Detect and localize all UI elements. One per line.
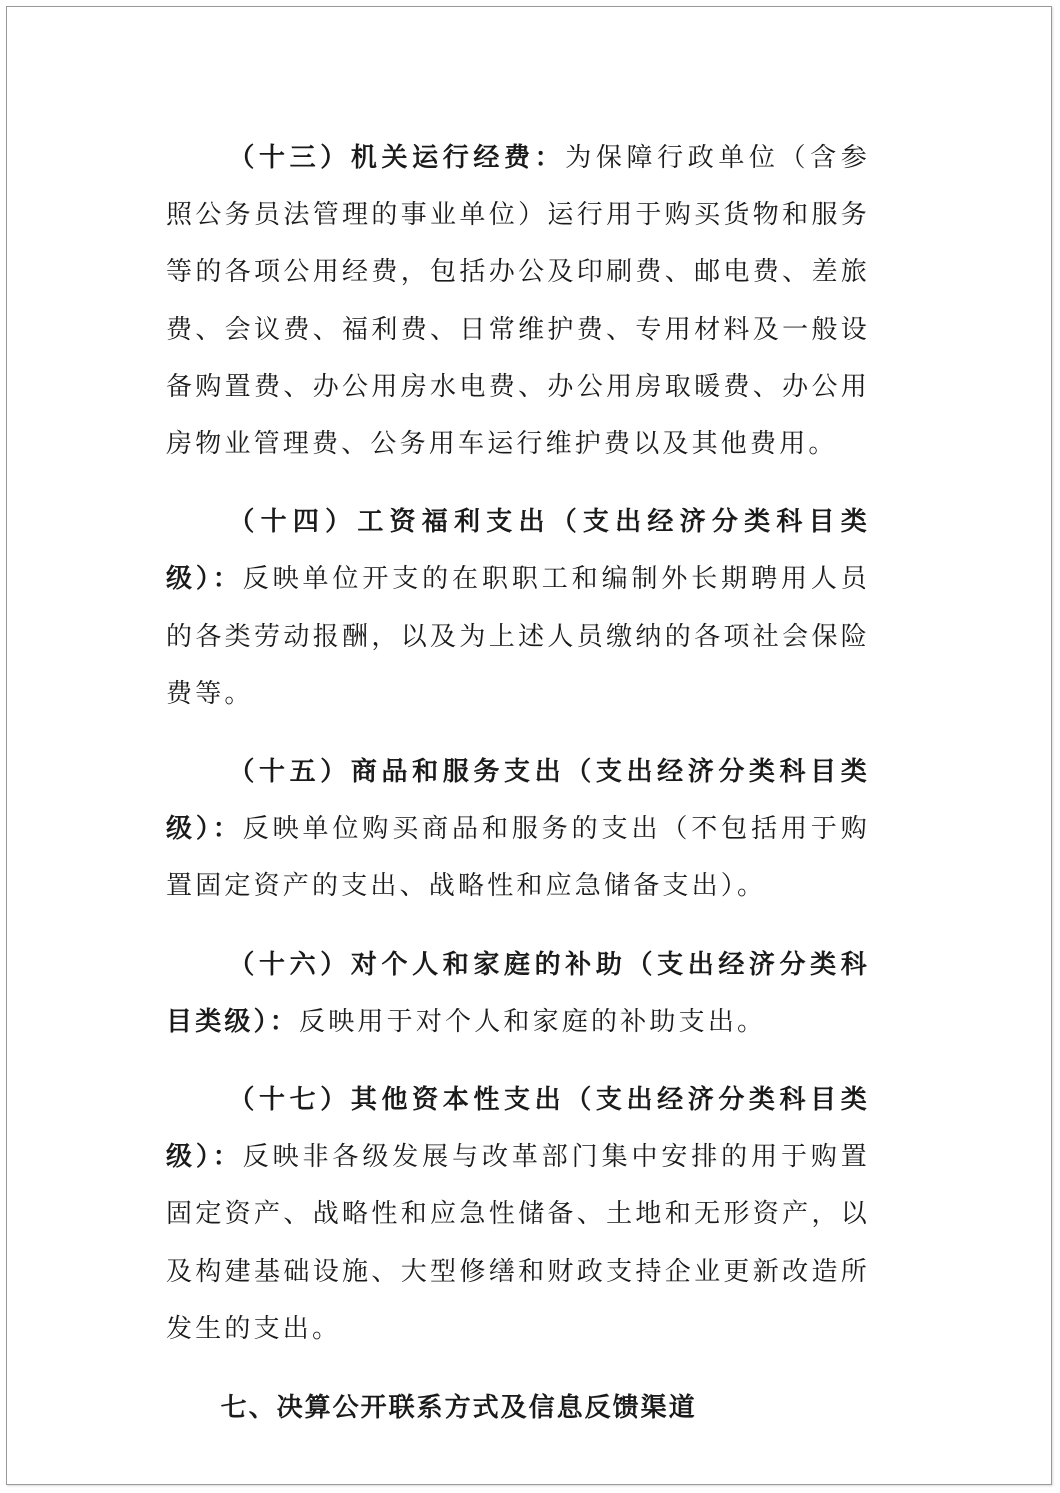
paragraph-14-term: （十四）工资福利支出（支出经济分类科目类级）：	[166, 507, 870, 595]
paragraph-16	[166, 937, 870, 1051]
paragraph-13	[166, 130, 870, 473]
document-body	[166, 130, 870, 1437]
paragraph-14-text: 反映单位开支的在职职工和编制外长期聘用人员的各类劳动报酬，以及为上述人员缴纳的各项社会保险费等。	[166, 564, 870, 709]
section-heading: 七、决算公开联系方式及信息反馈渠道	[220, 1393, 697, 1424]
paragraph-17-term: （十七）其他资本性支出（支出经济分类科目类级）：	[166, 1085, 870, 1173]
paragraph-17	[166, 1072, 870, 1358]
paragraph-15-text: 反映单位购买商品和服务的支出（不包括用于购置固定资产的支出、战略性和应急储备支出）。	[166, 814, 870, 902]
paragraph-13-term: （十三）机关运行经费：	[228, 143, 566, 173]
paragraph-15	[166, 744, 870, 916]
paragraph-13-text: 为保障行政单位（含参照公务员法管理的事业单位）运行用于购买货物和服务等的各项公用经费，包括办公及印刷费、邮电费、差旅费、会议费、福利费、日常维护费、专用材料及一般设备购置费、办公用房水电费、办公用房取暖费、办公用房物业管理费、公务用车运行维护费以及其他费用。	[166, 143, 870, 460]
paragraph-16-text: 反映用于对个人和家庭的补助支出。	[299, 1006, 767, 1037]
paragraph-15-term: （十五）商品和服务支出（支出经济分类科目类级）：	[166, 757, 870, 845]
paragraph-14	[166, 494, 870, 723]
paragraph-17-text: 反映非各级发展与改革部门集中安排的用于购置固定资产、战略性和应急性储备、土地和无形资产，以及构建基础设施、大型修缮和财政支持企业更新改造所发生的支出。	[166, 1142, 870, 1344]
paragraph-16-term: （十六）对个人和家庭的补助（支出经济分类科目类级）：	[166, 949, 870, 1037]
